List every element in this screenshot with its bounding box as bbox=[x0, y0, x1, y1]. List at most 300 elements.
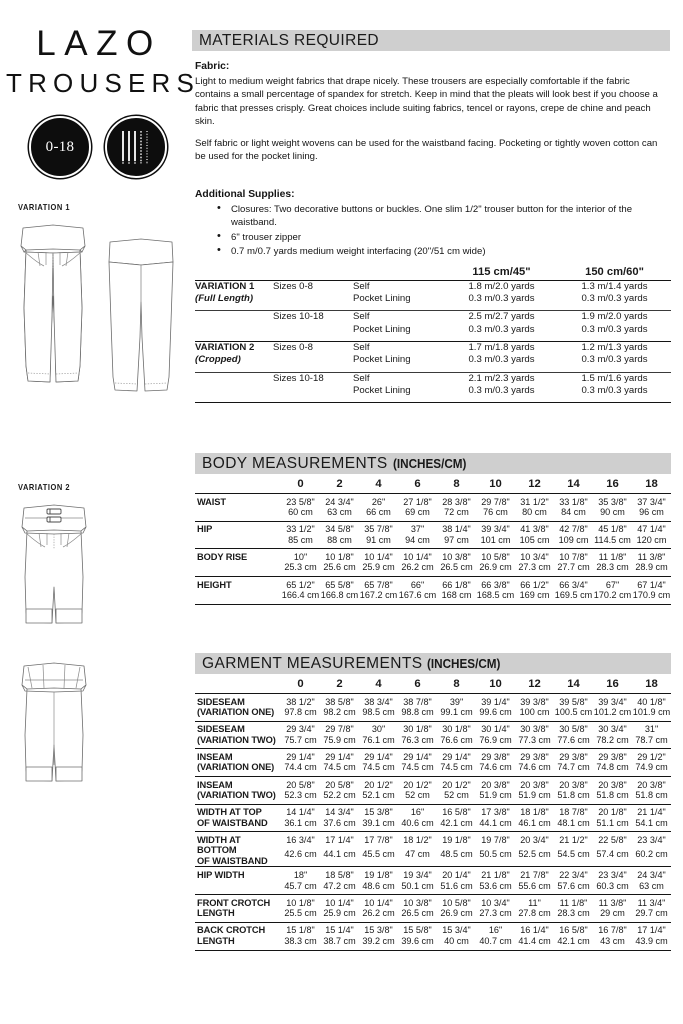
measurement-value-inches: 66 1/2" bbox=[520, 579, 549, 590]
measurement-value-inches: 10 1/4" bbox=[364, 897, 393, 908]
yardage-value: 0.3 m/0.3 yards bbox=[581, 323, 648, 335]
measurement-value-inches: 17 3/8" bbox=[481, 807, 510, 818]
measurement-value-cm: 52 cm bbox=[444, 790, 469, 801]
variation-1-label: VARIATION 1 bbox=[18, 202, 71, 212]
measurement-value-cm: 55.6 cm bbox=[518, 880, 551, 891]
size-column-header: 4 bbox=[375, 478, 382, 490]
measurement-value-cm: 74.5 cm bbox=[362, 762, 395, 773]
yardage-fabric-type: Pocket Lining bbox=[353, 385, 411, 397]
measurement-value-cm: 48.5 cm bbox=[440, 849, 473, 860]
yardage-col-header-115: 115 cm/45" bbox=[472, 266, 531, 278]
measurement-value-inches: 30 3/4" bbox=[598, 724, 627, 735]
measurement-label: INSEAM (VARIATION TWO) bbox=[197, 779, 276, 801]
measurement-value-inches: 47 1/4" bbox=[637, 524, 666, 535]
yardage-value: 1.8 m/2.0 yards bbox=[468, 280, 535, 292]
measurement-value-cm: 42.1 cm bbox=[557, 935, 590, 946]
measurement-value-inches: 30 1/8" bbox=[403, 724, 432, 735]
size-column-header: 10 bbox=[489, 478, 502, 490]
measurement-value-inches: 21 1/2" bbox=[559, 834, 588, 845]
measurement-value-inches: 10 3/8" bbox=[442, 551, 471, 562]
measurement-value-inches: 10 3/4" bbox=[520, 551, 549, 562]
size-column-header: 18 bbox=[645, 678, 658, 690]
measurement-value-inches: 20 3/8" bbox=[598, 779, 627, 790]
measurement-value-cm: 47 cm bbox=[405, 849, 430, 860]
yardage-value: 0.3 m/0.3 yards bbox=[468, 293, 535, 305]
measurement-value-cm: 47.2 cm bbox=[323, 880, 356, 891]
measurement-label: WAIST bbox=[197, 496, 226, 507]
measurement-value-cm: 29.7 cm bbox=[635, 908, 668, 919]
measurement-value-cm: 42.1 cm bbox=[440, 817, 473, 828]
measurement-value-inches: 10 3/4" bbox=[481, 897, 510, 908]
yardage-variation-sublabel: (Full Length) bbox=[195, 293, 254, 305]
measurement-value-inches: 20 3/8" bbox=[559, 779, 588, 790]
measurement-value-cm: 75.9 cm bbox=[323, 734, 356, 745]
body-measurements-table bbox=[195, 474, 671, 605]
measurement-value-inches: 39 1/4" bbox=[481, 696, 510, 707]
measurement-value-inches: 15 3/4" bbox=[442, 925, 471, 936]
measurement-value-inches: 29 3/4" bbox=[286, 724, 315, 735]
measurement-value-cm: 75.7 cm bbox=[284, 734, 317, 745]
measurement-value-cm: 51.8 cm bbox=[596, 790, 629, 801]
materials-header-title: MATERIALS REQUIRED bbox=[199, 31, 380, 49]
measurement-value-inches: 18 7/8" bbox=[559, 807, 588, 818]
measurement-value-cm: 90 cm bbox=[600, 507, 625, 518]
measurement-value-inches: 16 1/4" bbox=[520, 925, 549, 936]
measurement-value-cm: 167.6 cm bbox=[398, 590, 437, 601]
sewing-needles-icon bbox=[114, 125, 158, 169]
size-column-header: 6 bbox=[414, 678, 421, 690]
measurement-value-inches: 39 3/4" bbox=[598, 696, 627, 707]
measurement-value-inches: 10 3/8" bbox=[403, 897, 432, 908]
yardage-fabric-type: Self bbox=[353, 280, 370, 292]
body-measurements-header-title: BODY MEASUREMENTS bbox=[202, 454, 388, 472]
measurement-value-inches: 20 5/8" bbox=[286, 779, 315, 790]
measurement-value-inches: 11 3/8" bbox=[637, 551, 666, 562]
measurement-value-inches: 14 1/4" bbox=[286, 807, 315, 818]
measurement-value-cm: 26.2 cm bbox=[401, 562, 434, 573]
measurement-value-inches: 39" bbox=[449, 696, 464, 707]
table-row bbox=[195, 324, 671, 340]
measurement-value-inches: 29 1/4" bbox=[325, 751, 354, 762]
measurement-value-cm: 38.7 cm bbox=[323, 935, 356, 946]
measurement-value-inches: 11" bbox=[528, 897, 541, 908]
table-row bbox=[195, 266, 671, 278]
measurement-value-inches: 38 1/4" bbox=[442, 524, 471, 535]
measurement-value-cm: 97.8 cm bbox=[284, 707, 317, 718]
measurement-value-cm: 168.5 cm bbox=[476, 590, 515, 601]
yardage-sizes: Sizes 0-8 bbox=[273, 341, 313, 353]
measurement-value-cm: 38.3 cm bbox=[284, 935, 317, 946]
table-row bbox=[195, 895, 671, 908]
measurement-value-cm: 74.4 cm bbox=[284, 762, 317, 773]
measurement-value-inches: 45 1/8" bbox=[598, 524, 627, 535]
measurement-value-inches: 18 1/8" bbox=[520, 807, 549, 818]
measurement-value-inches: 27 1/8" bbox=[403, 496, 432, 507]
table-row bbox=[195, 694, 671, 707]
measurement-value-inches: 26" bbox=[371, 496, 386, 507]
measurement-value-inches: 16 5/8" bbox=[559, 925, 588, 936]
measurement-value-cm: 27.8 cm bbox=[518, 908, 551, 919]
measurement-label: SIDESEAM (VARIATION ONE) bbox=[197, 696, 275, 717]
size-column-header: 2 bbox=[336, 678, 343, 690]
measurement-value-cm: 74.8 cm bbox=[596, 762, 629, 773]
badge-group bbox=[18, 116, 178, 178]
measurement-value-cm: 27.3 cm bbox=[518, 562, 551, 573]
measurement-value-inches: 17 7/8" bbox=[364, 834, 393, 845]
table-row bbox=[195, 522, 671, 535]
measurement-value-cm: 41.4 cm bbox=[518, 935, 551, 946]
measurement-value-inches: 18 5/8" bbox=[325, 869, 354, 880]
fabric-paragraph-2: Self fabric or light weight wovens can be used for the waistband facing. Pocketing or tightly woven cotton can be used for the pocket lining. bbox=[195, 138, 658, 163]
measurement-value-cm: 120 cm bbox=[636, 534, 667, 545]
yardage-variation-label: VARIATION 2 bbox=[195, 341, 255, 353]
measurement-label: WIDTH AT BOTTOM OF WAISTBAND bbox=[197, 834, 268, 866]
measurement-value-inches: 29 7/8" bbox=[481, 496, 510, 507]
measurement-value-cm: 57.6 cm bbox=[557, 880, 590, 891]
measurement-label: WIDTH AT TOP OF WAISTBAND bbox=[197, 807, 268, 828]
body-measurements-section-header bbox=[195, 453, 671, 474]
size-column-header: 12 bbox=[528, 678, 541, 690]
measurement-value-inches: 21 1/4" bbox=[637, 807, 666, 818]
yardage-value: 1.2 m/1.3 yards bbox=[581, 341, 648, 353]
yardage-sizes: Sizes 10-18 bbox=[273, 372, 324, 384]
table-row bbox=[195, 280, 671, 293]
measurement-value-cm: 52 cm bbox=[405, 790, 430, 801]
measurement-value-inches: 10 1/8" bbox=[325, 551, 354, 562]
measurement-label: INSEAM (VARIATION ONE) bbox=[197, 751, 275, 773]
measurement-value-inches: 40 1/8" bbox=[637, 696, 666, 707]
measurement-value-inches: 38 1/2" bbox=[286, 696, 315, 707]
table-row bbox=[195, 749, 671, 762]
measurement-value-inches: 31 1/2" bbox=[520, 496, 549, 507]
measurement-value-cm: 97 cm bbox=[444, 534, 469, 545]
measurement-value-cm: 51.8 cm bbox=[635, 790, 668, 801]
measurement-value-cm: 28.3 cm bbox=[596, 562, 629, 573]
measurement-value-inches: 15 3/8" bbox=[364, 807, 393, 818]
size-column-header: 14 bbox=[567, 678, 580, 690]
measurement-value-inches: 33 1/2" bbox=[286, 524, 315, 535]
measurement-label: HIP WIDTH bbox=[197, 869, 245, 880]
yardage-fabric-type: Self bbox=[353, 311, 370, 323]
body-measurements-wrapper bbox=[195, 453, 671, 605]
measurement-value-cm: 114.5 cm bbox=[594, 534, 631, 545]
measurement-value-cm: 109 cm bbox=[558, 534, 589, 545]
table-row bbox=[195, 385, 671, 401]
measurement-value-cm: 48.1 cm bbox=[557, 817, 590, 828]
measurement-value-cm: 52.2 cm bbox=[323, 790, 356, 801]
size-column-header: 6 bbox=[414, 478, 421, 490]
measurement-value-inches: 17 1/4" bbox=[325, 834, 354, 845]
measurement-value-inches: 11 1/8" bbox=[559, 897, 588, 908]
measurement-value-cm: 40.7 cm bbox=[479, 935, 512, 946]
measurement-value-inches: 20 3/8" bbox=[637, 779, 666, 790]
measurement-value-inches: 29 1/4" bbox=[442, 751, 471, 762]
measurement-value-cm: 77.3 cm bbox=[518, 734, 551, 745]
size-column-header: 14 bbox=[567, 478, 580, 490]
left-illustration-column bbox=[0, 0, 201, 1024]
measurement-value-cm: 100.5 cm bbox=[554, 707, 593, 718]
measurement-value-inches: 29 1/2" bbox=[637, 751, 666, 762]
measurement-value-inches: 16 3/4" bbox=[286, 834, 315, 845]
measurement-value-cm: 74.6 cm bbox=[518, 762, 551, 773]
measurement-value-inches: 29 3/8" bbox=[598, 751, 627, 762]
yardage-value: 0.3 m/0.3 yards bbox=[468, 323, 535, 335]
measurement-value-cm: 74.9 cm bbox=[635, 762, 668, 773]
measurement-value-cm: 57.4 cm bbox=[596, 849, 629, 860]
measurement-value-cm: 91 cm bbox=[366, 534, 391, 545]
measurement-value-inches: 16" bbox=[488, 925, 503, 936]
garment-measurements-table bbox=[195, 674, 671, 951]
yardage-fabric-type: Pocket Lining bbox=[353, 293, 411, 305]
yardage-fabric-type: Self bbox=[353, 372, 370, 384]
yardage-value: 1.9 m/2.0 yards bbox=[581, 311, 648, 323]
measurement-value-cm: 170.9 cm bbox=[632, 590, 671, 601]
yardage-value: 1.7 m/1.8 yards bbox=[468, 341, 535, 353]
garment-measurements-header-title: GARMENT MEASUREMENTS bbox=[202, 654, 423, 672]
size-column-header: 2 bbox=[336, 478, 343, 490]
measurement-value-cm: 100 cm bbox=[519, 707, 550, 718]
measurement-value-inches: 29 3/8" bbox=[520, 751, 549, 762]
measurement-value-inches: 20 5/8" bbox=[325, 779, 354, 790]
measurement-value-inches: 23 3/4" bbox=[598, 869, 627, 880]
garment-measurements-wrapper bbox=[195, 653, 671, 951]
list-item: • 0.7 m/0.7 yards medium weight interfacing (20"/51 cm wide) bbox=[217, 245, 663, 258]
measurement-label: BACK CROTCH LENGTH bbox=[197, 925, 266, 946]
measurement-label: FRONT CROTCH LENGTH bbox=[197, 897, 271, 919]
measurement-value-inches: 10 1/4" bbox=[325, 897, 354, 908]
measurement-value-inches: 29 1/4" bbox=[364, 751, 393, 762]
measurement-value-inches: 29 3/8" bbox=[559, 751, 588, 762]
measurement-value-cm: 45.5 cm bbox=[362, 849, 395, 860]
measurement-value-inches: 11 1/8" bbox=[598, 551, 627, 562]
measurement-value-cm: 74.5 cm bbox=[323, 762, 356, 773]
measurement-value-inches: 65 1/2" bbox=[286, 579, 315, 590]
size-column-header: 10 bbox=[489, 678, 502, 690]
measurement-value-inches: 24 3/4" bbox=[325, 496, 354, 507]
yardage-fabric-type: Pocket Lining bbox=[353, 323, 411, 335]
measurement-value-cm: 167.2 cm bbox=[359, 590, 398, 601]
measurement-value-cm: 26.5 cm bbox=[401, 908, 434, 919]
table-row bbox=[195, 549, 671, 562]
measurement-value-inches: 30 1/8" bbox=[442, 724, 471, 735]
measurement-value-inches: 11 3/8" bbox=[598, 897, 627, 908]
measurement-value-inches: 10 7/8" bbox=[559, 551, 588, 562]
measurement-value-cm: 76.9 cm bbox=[479, 734, 512, 745]
measurement-value-inches: 15 5/8" bbox=[403, 925, 432, 936]
yardage-value: 1.5 m/1.6 yards bbox=[581, 372, 648, 384]
size-column-header: 0 bbox=[297, 678, 304, 690]
list-item: • 6" trouser zipper bbox=[217, 231, 663, 244]
table-row bbox=[195, 311, 671, 324]
measurement-value-cm: 28.9 cm bbox=[635, 562, 668, 573]
measurement-value-cm: 39.1 cm bbox=[362, 817, 395, 828]
measurement-value-cm: 84 cm bbox=[561, 507, 586, 518]
measurement-value-inches: 10 5/8" bbox=[442, 897, 471, 908]
measurement-value-cm: 166.8 cm bbox=[320, 590, 359, 601]
measurement-value-cm: 25.5 cm bbox=[284, 908, 317, 919]
measurement-value-inches: 20 1/2" bbox=[364, 779, 393, 790]
table-row bbox=[195, 354, 671, 370]
variation-2-label: VARIATION 2 bbox=[18, 482, 71, 492]
size-column-header: 8 bbox=[453, 478, 460, 490]
yardage-value: 0.3 m/0.3 yards bbox=[581, 354, 648, 366]
yardage-table-wrapper bbox=[195, 266, 671, 403]
measurement-value-inches: 29 3/8" bbox=[481, 751, 510, 762]
measurement-value-cm: 101.2 cm bbox=[593, 707, 632, 718]
measurement-value-inches: 66 3/4" bbox=[559, 579, 588, 590]
body-measurements-header-units: (INCHES/CM) bbox=[392, 456, 467, 471]
measurement-value-cm: 166.4 cm bbox=[281, 590, 320, 601]
table-row bbox=[195, 494, 671, 507]
measurement-value-cm: 74.5 cm bbox=[401, 762, 434, 773]
measurement-value-cm: 105 cm bbox=[519, 534, 550, 545]
measurement-value-inches: 20 3/8" bbox=[481, 779, 510, 790]
measurement-value-inches: 66 3/8" bbox=[481, 579, 510, 590]
measurement-value-cm: 80 cm bbox=[522, 507, 547, 518]
measurement-value-cm: 76.1 cm bbox=[362, 734, 395, 745]
measurement-value-inches: 38 3/4" bbox=[364, 696, 393, 707]
measurement-value-inches: 18 1/2" bbox=[403, 834, 432, 845]
table-row bbox=[195, 832, 671, 849]
measurement-value-inches: 15 3/8" bbox=[364, 925, 393, 936]
measurement-value-cm: 40 cm bbox=[444, 935, 469, 946]
measurement-value-cm: 25.9 cm bbox=[362, 562, 395, 573]
table-row bbox=[195, 577, 671, 590]
measurement-value-inches: 35 3/8" bbox=[598, 496, 627, 507]
measurement-value-cm: 50.1 cm bbox=[401, 880, 434, 891]
measurement-value-cm: 51.9 cm bbox=[518, 790, 551, 801]
garment-measurements-section-header bbox=[195, 653, 671, 674]
measurement-value-cm: 78.2 cm bbox=[596, 734, 629, 745]
table-row bbox=[195, 805, 671, 818]
measurement-value-cm: 69 cm bbox=[405, 507, 430, 518]
measurement-value-inches: 65 5/8" bbox=[325, 579, 354, 590]
measurement-value-inches: 14 3/4" bbox=[325, 807, 354, 818]
measurement-value-inches: 30 3/8" bbox=[520, 724, 549, 735]
table-row bbox=[195, 372, 671, 385]
measurement-value-inches: 10" bbox=[293, 551, 308, 562]
measurement-value-inches: 38 5/8" bbox=[325, 696, 354, 707]
measurement-value-cm: 76 cm bbox=[483, 507, 508, 518]
measurement-value-cm: 101.9 cm bbox=[632, 707, 671, 718]
yardage-value: 2.1 m/2.3 yards bbox=[468, 372, 535, 384]
measurement-value-cm: 76.6 cm bbox=[440, 734, 473, 745]
measurement-label: HEIGHT bbox=[197, 579, 232, 590]
measurement-value-inches: 21 7/8" bbox=[520, 869, 549, 880]
measurement-value-inches: 31" bbox=[644, 724, 659, 735]
measurement-value-cm: 72 cm bbox=[444, 507, 469, 518]
size-column-header: 0 bbox=[297, 478, 304, 490]
measurement-value-inches: 17 1/4" bbox=[637, 925, 666, 936]
measurement-value-cm: 43.9 cm bbox=[635, 935, 668, 946]
measurement-value-inches: 10 1/4" bbox=[364, 551, 393, 562]
measurement-value-cm: 29 cm bbox=[600, 908, 625, 919]
size-column-header: 8 bbox=[453, 678, 460, 690]
size-column-header: 4 bbox=[375, 678, 382, 690]
measurement-label: HIP bbox=[197, 524, 213, 535]
measurement-value-inches: 16" bbox=[410, 807, 425, 818]
measurement-value-cm: 39.6 cm bbox=[401, 935, 434, 946]
measurement-value-inches: 11 3/4" bbox=[637, 897, 666, 908]
measurement-value-inches: 34 5/8" bbox=[325, 524, 354, 535]
measurement-value-inches: 29 1/4" bbox=[286, 751, 315, 762]
measurement-value-cm: 44.1 cm bbox=[479, 817, 512, 828]
measurement-value-inches: 22 3/4" bbox=[559, 869, 588, 880]
measurement-value-inches: 19 1/8" bbox=[442, 834, 471, 845]
yardage-value: 0.3 m/0.3 yards bbox=[468, 385, 535, 397]
yardage-sizes: Sizes 10-18 bbox=[273, 311, 324, 323]
yardage-value: 0.3 m/0.3 yards bbox=[581, 385, 648, 397]
measurement-value-cm: 99.1 cm bbox=[440, 707, 473, 718]
measurement-value-cm: 42.6 cm bbox=[284, 849, 317, 860]
measurement-value-inches: 10 5/8" bbox=[481, 551, 510, 562]
measurement-value-inches: 29 7/8" bbox=[325, 724, 354, 735]
measurement-value-inches: 33 1/8" bbox=[559, 496, 588, 507]
measurement-value-inches: 38 7/8" bbox=[403, 696, 432, 707]
measurement-value-cm: 26.5 cm bbox=[440, 562, 473, 573]
measurement-value-cm: 169 cm bbox=[519, 590, 550, 601]
yardage-fabric-type: Pocket Lining bbox=[353, 354, 411, 366]
measurement-value-cm: 37.6 cm bbox=[323, 817, 356, 828]
measurement-value-cm: 51.6 cm bbox=[440, 880, 473, 891]
size-range-label: 0-18 bbox=[45, 138, 75, 155]
measurement-value-cm: 26.9 cm bbox=[440, 908, 473, 919]
measurement-value-inches: 67 1/4" bbox=[637, 579, 666, 590]
measurement-value-cm: 28.3 cm bbox=[557, 908, 590, 919]
measurement-value-inches: 23 5/8" bbox=[286, 496, 315, 507]
measurement-value-inches: 41 3/8" bbox=[520, 524, 549, 535]
measurement-value-inches: 19 7/8" bbox=[481, 834, 510, 845]
measurement-value-inches: 20 1/2" bbox=[442, 779, 471, 790]
table-row bbox=[195, 777, 671, 790]
materials-section-header bbox=[192, 30, 670, 51]
measurement-value-cm: 74.7 cm bbox=[557, 762, 590, 773]
measurement-value-cm: 169.5 cm bbox=[554, 590, 593, 601]
measurement-value-cm: 26.2 cm bbox=[362, 908, 395, 919]
measurement-value-cm: 54.5 cm bbox=[557, 849, 590, 860]
measurement-value-cm: 25.6 cm bbox=[323, 562, 356, 573]
measurement-value-cm: 60.2 cm bbox=[635, 849, 668, 860]
measurement-value-inches: 16 7/8" bbox=[598, 925, 627, 936]
measurement-value-cm: 52.5 cm bbox=[518, 849, 551, 860]
measurement-value-inches: 19 3/4" bbox=[403, 869, 432, 880]
measurement-value-inches: 66" bbox=[410, 579, 425, 590]
yardage-sizes: Sizes 0-8 bbox=[273, 280, 313, 292]
measurement-value-inches: 30" bbox=[371, 724, 386, 735]
measurement-value-cm: 78.7 cm bbox=[635, 734, 668, 745]
measurement-value-cm: 60.3 cm bbox=[596, 880, 629, 891]
measurement-value-cm: 98.2 cm bbox=[323, 707, 356, 718]
measurement-value-inches: 37" bbox=[410, 524, 425, 535]
measurement-value-cm: 63 cm bbox=[327, 507, 352, 518]
supplies-list bbox=[195, 203, 663, 258]
measurement-value-cm: 25.9 cm bbox=[323, 908, 356, 919]
yardage-variation-label: VARIATION 1 bbox=[195, 280, 255, 292]
measurement-value-inches: 20 1/4" bbox=[442, 869, 471, 880]
measurement-value-cm: 27.7 cm bbox=[557, 562, 590, 573]
measurement-value-inches: 20 1/8" bbox=[598, 807, 627, 818]
measurement-value-cm: 50.5 cm bbox=[479, 849, 512, 860]
measurement-value-cm: 98.5 cm bbox=[362, 707, 395, 718]
yardage-value: 1.3 m/1.4 yards bbox=[581, 280, 648, 292]
measurement-value-cm: 48.6 cm bbox=[362, 880, 395, 891]
fabric-heading: Fabric: bbox=[195, 61, 230, 72]
measurement-value-cm: 96 cm bbox=[639, 507, 664, 518]
measurement-value-cm: 54.1 cm bbox=[635, 817, 668, 828]
measurement-value-inches: 65 7/8" bbox=[364, 579, 393, 590]
yardage-variation-sublabel: (Cropped) bbox=[195, 354, 241, 366]
measurement-value-cm: 53.6 cm bbox=[479, 880, 512, 891]
